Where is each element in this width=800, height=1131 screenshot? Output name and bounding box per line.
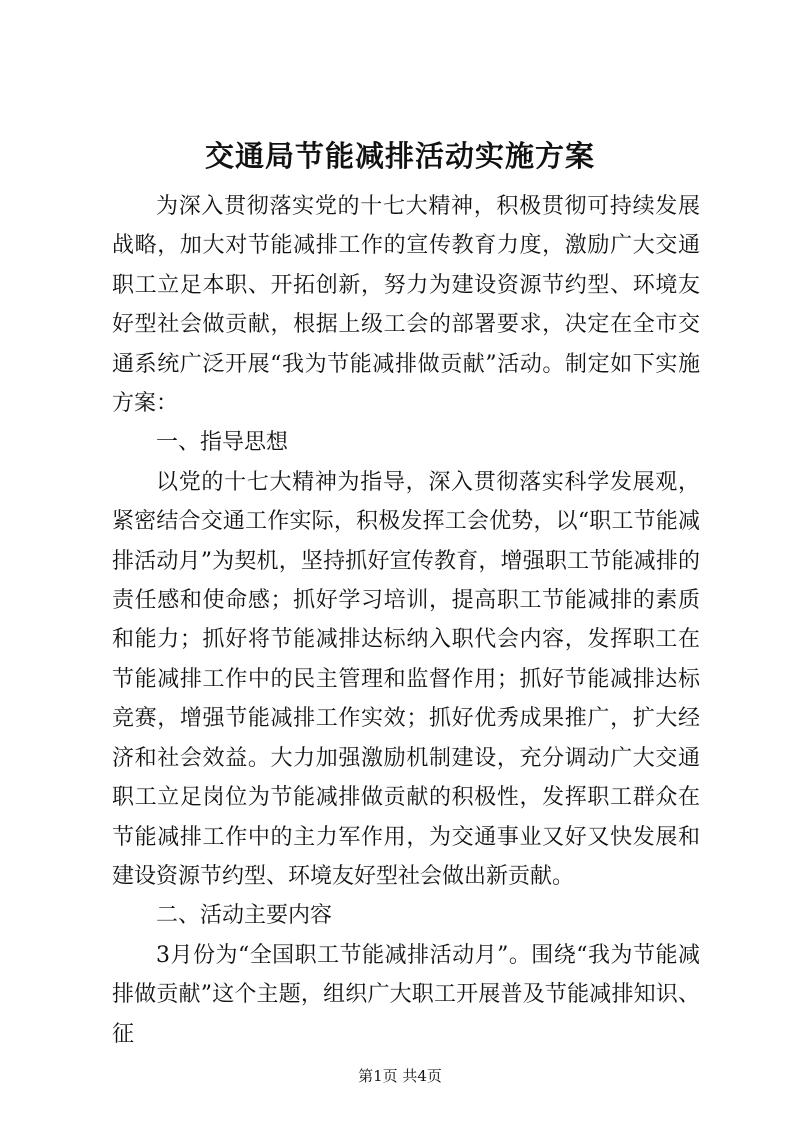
page-footer <box>0 1066 800 1086</box>
page-total: 共4页 <box>402 1067 442 1085</box>
document-body <box>112 187 700 1054</box>
section-heading-guiding-ideology: 一、指导思想 <box>156 430 289 456</box>
page-number: 第1页 <box>358 1067 398 1085</box>
main-content-paragraph: 3月份为“全国职工节能减排活动月”。围绕“我为节能减排做贡献”这个主题，组织广大职工开展普及节能减排知识、征 <box>112 942 700 1047</box>
document-title: 交通局节能减排活动实施方案 <box>204 139 595 173</box>
section-heading-main-content: 二、活动主要内容 <box>156 903 333 929</box>
guiding-ideology-paragraph: 以党的十七大精神为指导，深入贯彻落实科学发展观，紧密结合交通工作实际，积极发挥工会优势，以“职工节能减排活动月”为契机，坚持抓好宣传教育，增强职工节能减排的责任感和使命感；抓好学习培训，提高职工节能减排的素质和能力；抓好将节能减排达标纳入职代会内容，发挥职工在节能减排工作中的民主管理和监督作用；抓好节能减排达标竞赛，增强节能减排工作实效；抓好优秀成果推广，扩大经济和社会效益。大力加强激励机制建设，充分调动广大交通职工立足岗位为节能减排做贡献的积极性，发挥职工群众在节能减排工作中的主力军作用，为交通事业又好又快发展和建设资源节约型、环境友好型社会做出新贡献。 <box>112 469 700 889</box>
intro-paragraph: 为深入贯彻落实党的十七大精神，积极贯彻可持续发展战略，加大对节能减排工作的宣传教育力度，激励广大交通职工立足本职、开拓创新，努力为建设资源节约型、环境友好型社会做贡献，根据上级工会的部署要求，决定在全市交通系统广泛开展“我为节能减排做贡献”活动。制定如下实施方案： <box>112 194 700 417</box>
